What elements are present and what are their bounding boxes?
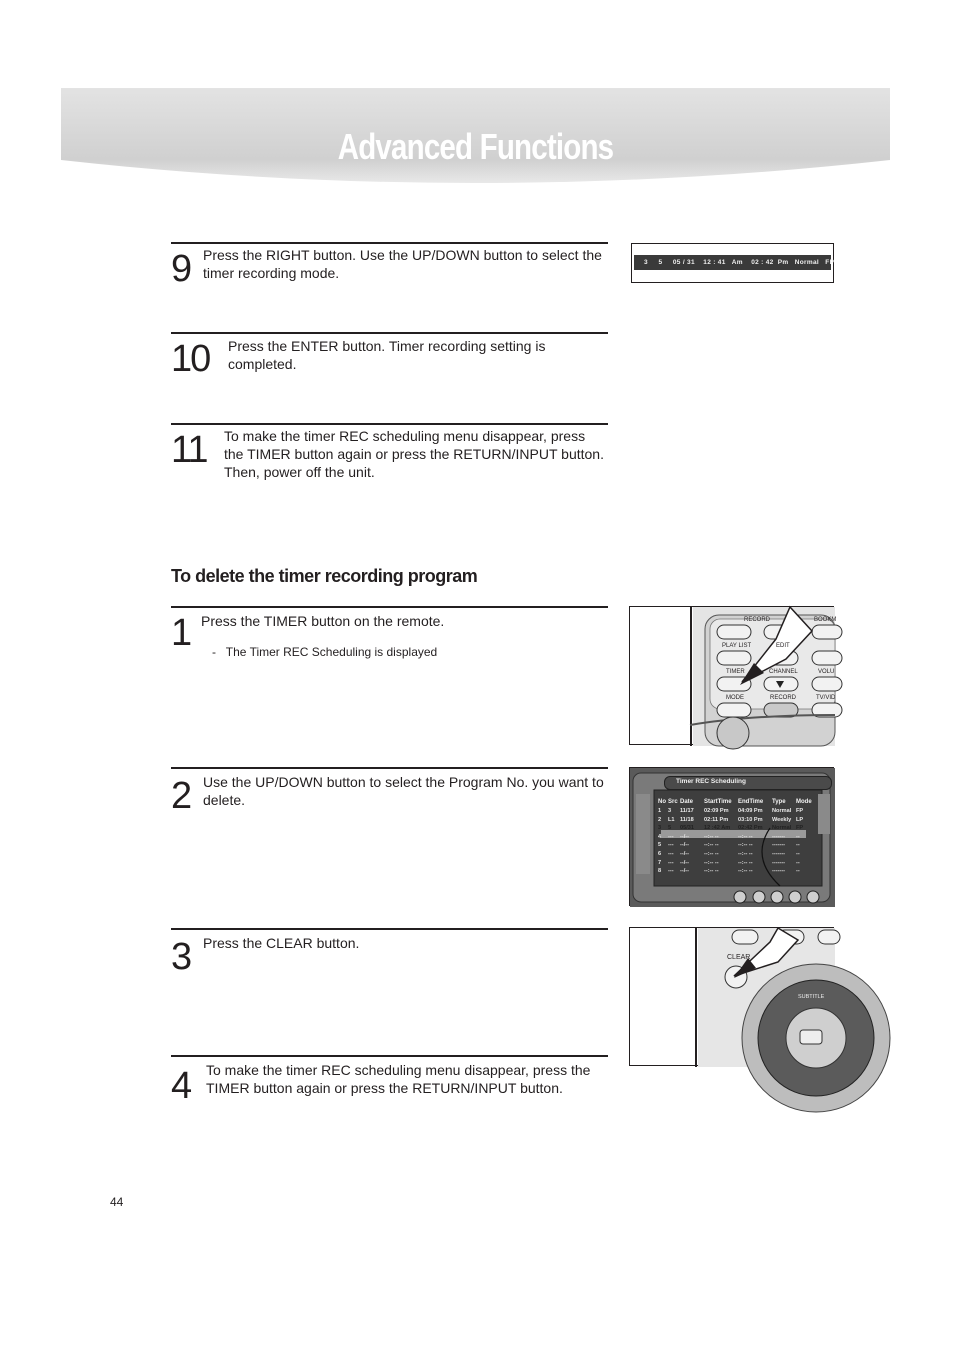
- schedule-cell: 11/18: [680, 816, 694, 823]
- schedule-cell: 3: [668, 808, 672, 814]
- schedule-cell: --/--: [680, 868, 690, 875]
- schedule-cell: 02:09 Pm: [704, 808, 729, 814]
- step-number: 1: [171, 612, 193, 654]
- schedule-cell: 5: [668, 825, 672, 832]
- step-text: Press the RIGHT button. Use the UP/DOWN button to select the timer recording mode.: [203, 247, 602, 281]
- schedule-cell: ---: [668, 868, 674, 875]
- step-text: Press the ENTER button. Timer recording setting is completed.: [228, 338, 546, 372]
- step-number: 9: [171, 248, 193, 290]
- schedule-cell: 2: [658, 816, 662, 823]
- schedule-row[interactable]: [658, 841, 818, 850]
- schedule-cell: ---: [668, 842, 674, 849]
- schedule-row[interactable]: [658, 807, 818, 816]
- step-text: Press the TIMER button on the remote.: [201, 613, 445, 629]
- schedule-cell: 05/31: [680, 825, 694, 832]
- schedule-cell: --: [796, 859, 800, 866]
- schedule-row[interactable]: [658, 824, 818, 833]
- schedule-cell: --: [796, 850, 800, 857]
- schedule-cell: 7: [658, 859, 662, 866]
- step-rule: [171, 423, 608, 425]
- step-11: [171, 423, 608, 493]
- schedule-header-cell: No: [658, 799, 666, 805]
- schedule-cell: --/--: [680, 842, 690, 849]
- timer-label: TIMER: [726, 669, 745, 675]
- schedule-cell: --:-- --: [704, 833, 719, 840]
- schedule-cell: ---: [668, 859, 674, 866]
- schedule-header-cell: Type: [772, 799, 786, 805]
- delete-step-4: [171, 1055, 608, 1115]
- step-text: Press the CLEAR button.: [203, 935, 360, 951]
- schedule-row[interactable]: [658, 816, 818, 825]
- schedule-header-cell: Src: [668, 799, 678, 805]
- schedule-cell: --/--: [680, 850, 690, 857]
- schedule-cell: 1: [658, 808, 662, 814]
- bookmark-label: BOOKM: [814, 617, 837, 623]
- subtitle-label: SUBTITLE: [798, 994, 825, 1000]
- schedule-cell: --:-- --: [738, 842, 753, 849]
- schedule-cell: LP: [796, 816, 804, 823]
- remote-clear-illustration: [629, 927, 834, 1066]
- clear-label: CLEAR: [727, 954, 751, 961]
- step-rule: [171, 928, 608, 930]
- schedule-header-cell: StartTime: [704, 799, 732, 805]
- step-number: 11: [171, 429, 207, 471]
- schedule-row[interactable]: [658, 833, 818, 842]
- page-title: Advanced Functions: [337, 126, 614, 167]
- step-rule: [171, 1055, 608, 1057]
- schedule-rows: [658, 807, 818, 876]
- step-rule: [171, 606, 608, 608]
- step-text: To make the timer REC scheduling menu disappear, press the TIMER button again or press the RETURN/INPUT button. Then, power off the unit.: [224, 428, 604, 480]
- schedule-cell: -------: [772, 868, 786, 875]
- delete-step-1: [171, 606, 608, 686]
- page-number: 44: [110, 1195, 124, 1209]
- schedule-cell: -------: [772, 859, 786, 866]
- mode-label: MODE: [726, 695, 744, 701]
- schedule-cell: --:-- --: [704, 842, 719, 849]
- schedule-cell: 4: [658, 833, 662, 840]
- schedule-cell: 12 :42 Am: [704, 825, 731, 832]
- schedule-header-cell: Date: [680, 799, 694, 805]
- delete-step-2: [171, 767, 608, 827]
- step-9: [171, 242, 608, 302]
- schedule-cell: FP: [796, 825, 804, 832]
- schedule-cell: --/--: [680, 859, 690, 866]
- schedule-cell: 3: [658, 825, 662, 832]
- step-10: [171, 332, 608, 392]
- schedule-cell: -------: [772, 842, 786, 849]
- step-text: Use the UP/DOWN button to select the Program No. you want to delete.: [203, 774, 604, 808]
- step-number: 2: [171, 775, 193, 817]
- step-note: - The Timer REC Scheduling is displayed: [212, 645, 438, 659]
- schedule-cell: --:-- --: [738, 833, 753, 840]
- schedule-table: [658, 797, 818, 876]
- screen-title: Timer REC Scheduling: [676, 778, 746, 785]
- osd-bar-text: 3 5 05 / 31 12 : 41 Am 02 : 42 Pm Normal FP: [634, 255, 831, 270]
- schedule-header-row: [658, 797, 818, 807]
- schedule-cell: -------: [772, 850, 786, 857]
- volume-label: VOLU: [818, 669, 835, 675]
- schedule-cell: --:-- --: [704, 859, 719, 866]
- schedule-cell: 02:11 Pm: [704, 816, 729, 823]
- schedule-cell: 8: [658, 868, 662, 875]
- schedule-row[interactable]: [658, 850, 818, 859]
- schedule-cell: FP: [796, 808, 804, 814]
- schedule-row[interactable]: [658, 859, 818, 868]
- schedule-cell: 6: [658, 850, 662, 857]
- schedule-header-cell: Mode: [796, 799, 812, 805]
- schedule-cell: --:-- --: [704, 850, 719, 857]
- schedule-cell: --: [796, 842, 800, 849]
- schedule-cell: --: [796, 868, 800, 875]
- remote-timer-illustration: [629, 606, 837, 745]
- step-rule: [171, 767, 608, 769]
- schedule-header-cell: EndTime: [738, 799, 764, 805]
- section-heading: To delete the timer recording program: [171, 566, 478, 586]
- play-list-label: PLAY LIST: [722, 643, 752, 649]
- schedule-cell: ---: [668, 850, 674, 857]
- schedule-cell: --:-- --: [738, 850, 753, 857]
- edit-label: EDIT: [776, 643, 790, 649]
- schedule-cell: Weekly: [772, 816, 792, 823]
- schedule-cell: 02:42 Pm: [738, 825, 763, 832]
- schedule-cell: Normal: [772, 808, 792, 814]
- record-label: RECORD: [744, 617, 771, 623]
- schedule-cell: --:-- --: [704, 868, 719, 875]
- timer-scheduling-screen: [629, 767, 834, 906]
- channel-label: CHANNEL: [769, 669, 798, 675]
- step-number: 3: [171, 936, 193, 978]
- step-number: 10: [171, 338, 210, 380]
- schedule-cell: 03:10 Pm: [738, 816, 763, 823]
- step-rule: [171, 242, 608, 244]
- schedule-row[interactable]: [658, 867, 818, 876]
- step-number: 4: [171, 1065, 193, 1107]
- step-rule: [171, 332, 608, 334]
- schedule-cell: --: [796, 833, 800, 840]
- timer-osd-bar: [631, 243, 834, 283]
- schedule-cell: ---: [668, 833, 674, 840]
- schedule-cell: --/--: [680, 833, 690, 840]
- step-text: To make the timer REC scheduling menu disappear, press the TIMER button again or press the RETURN/INPUT button.: [206, 1062, 591, 1096]
- schedule-cell: --:-- --: [738, 859, 753, 866]
- schedule-cell: Normal: [772, 825, 792, 832]
- schedule-cell: 5: [658, 842, 662, 849]
- schedule-cell: L1: [668, 816, 675, 823]
- delete-step-3: [171, 928, 608, 988]
- schedule-cell: 11/17: [680, 808, 694, 814]
- record2-label: RECORD: [770, 695, 797, 701]
- schedule-cell: 04:09 Pm: [738, 808, 763, 814]
- schedule-cell: --:-- --: [738, 868, 753, 875]
- tv-video-label: TV/VID: [816, 695, 836, 701]
- schedule-cell: -------: [772, 833, 786, 840]
